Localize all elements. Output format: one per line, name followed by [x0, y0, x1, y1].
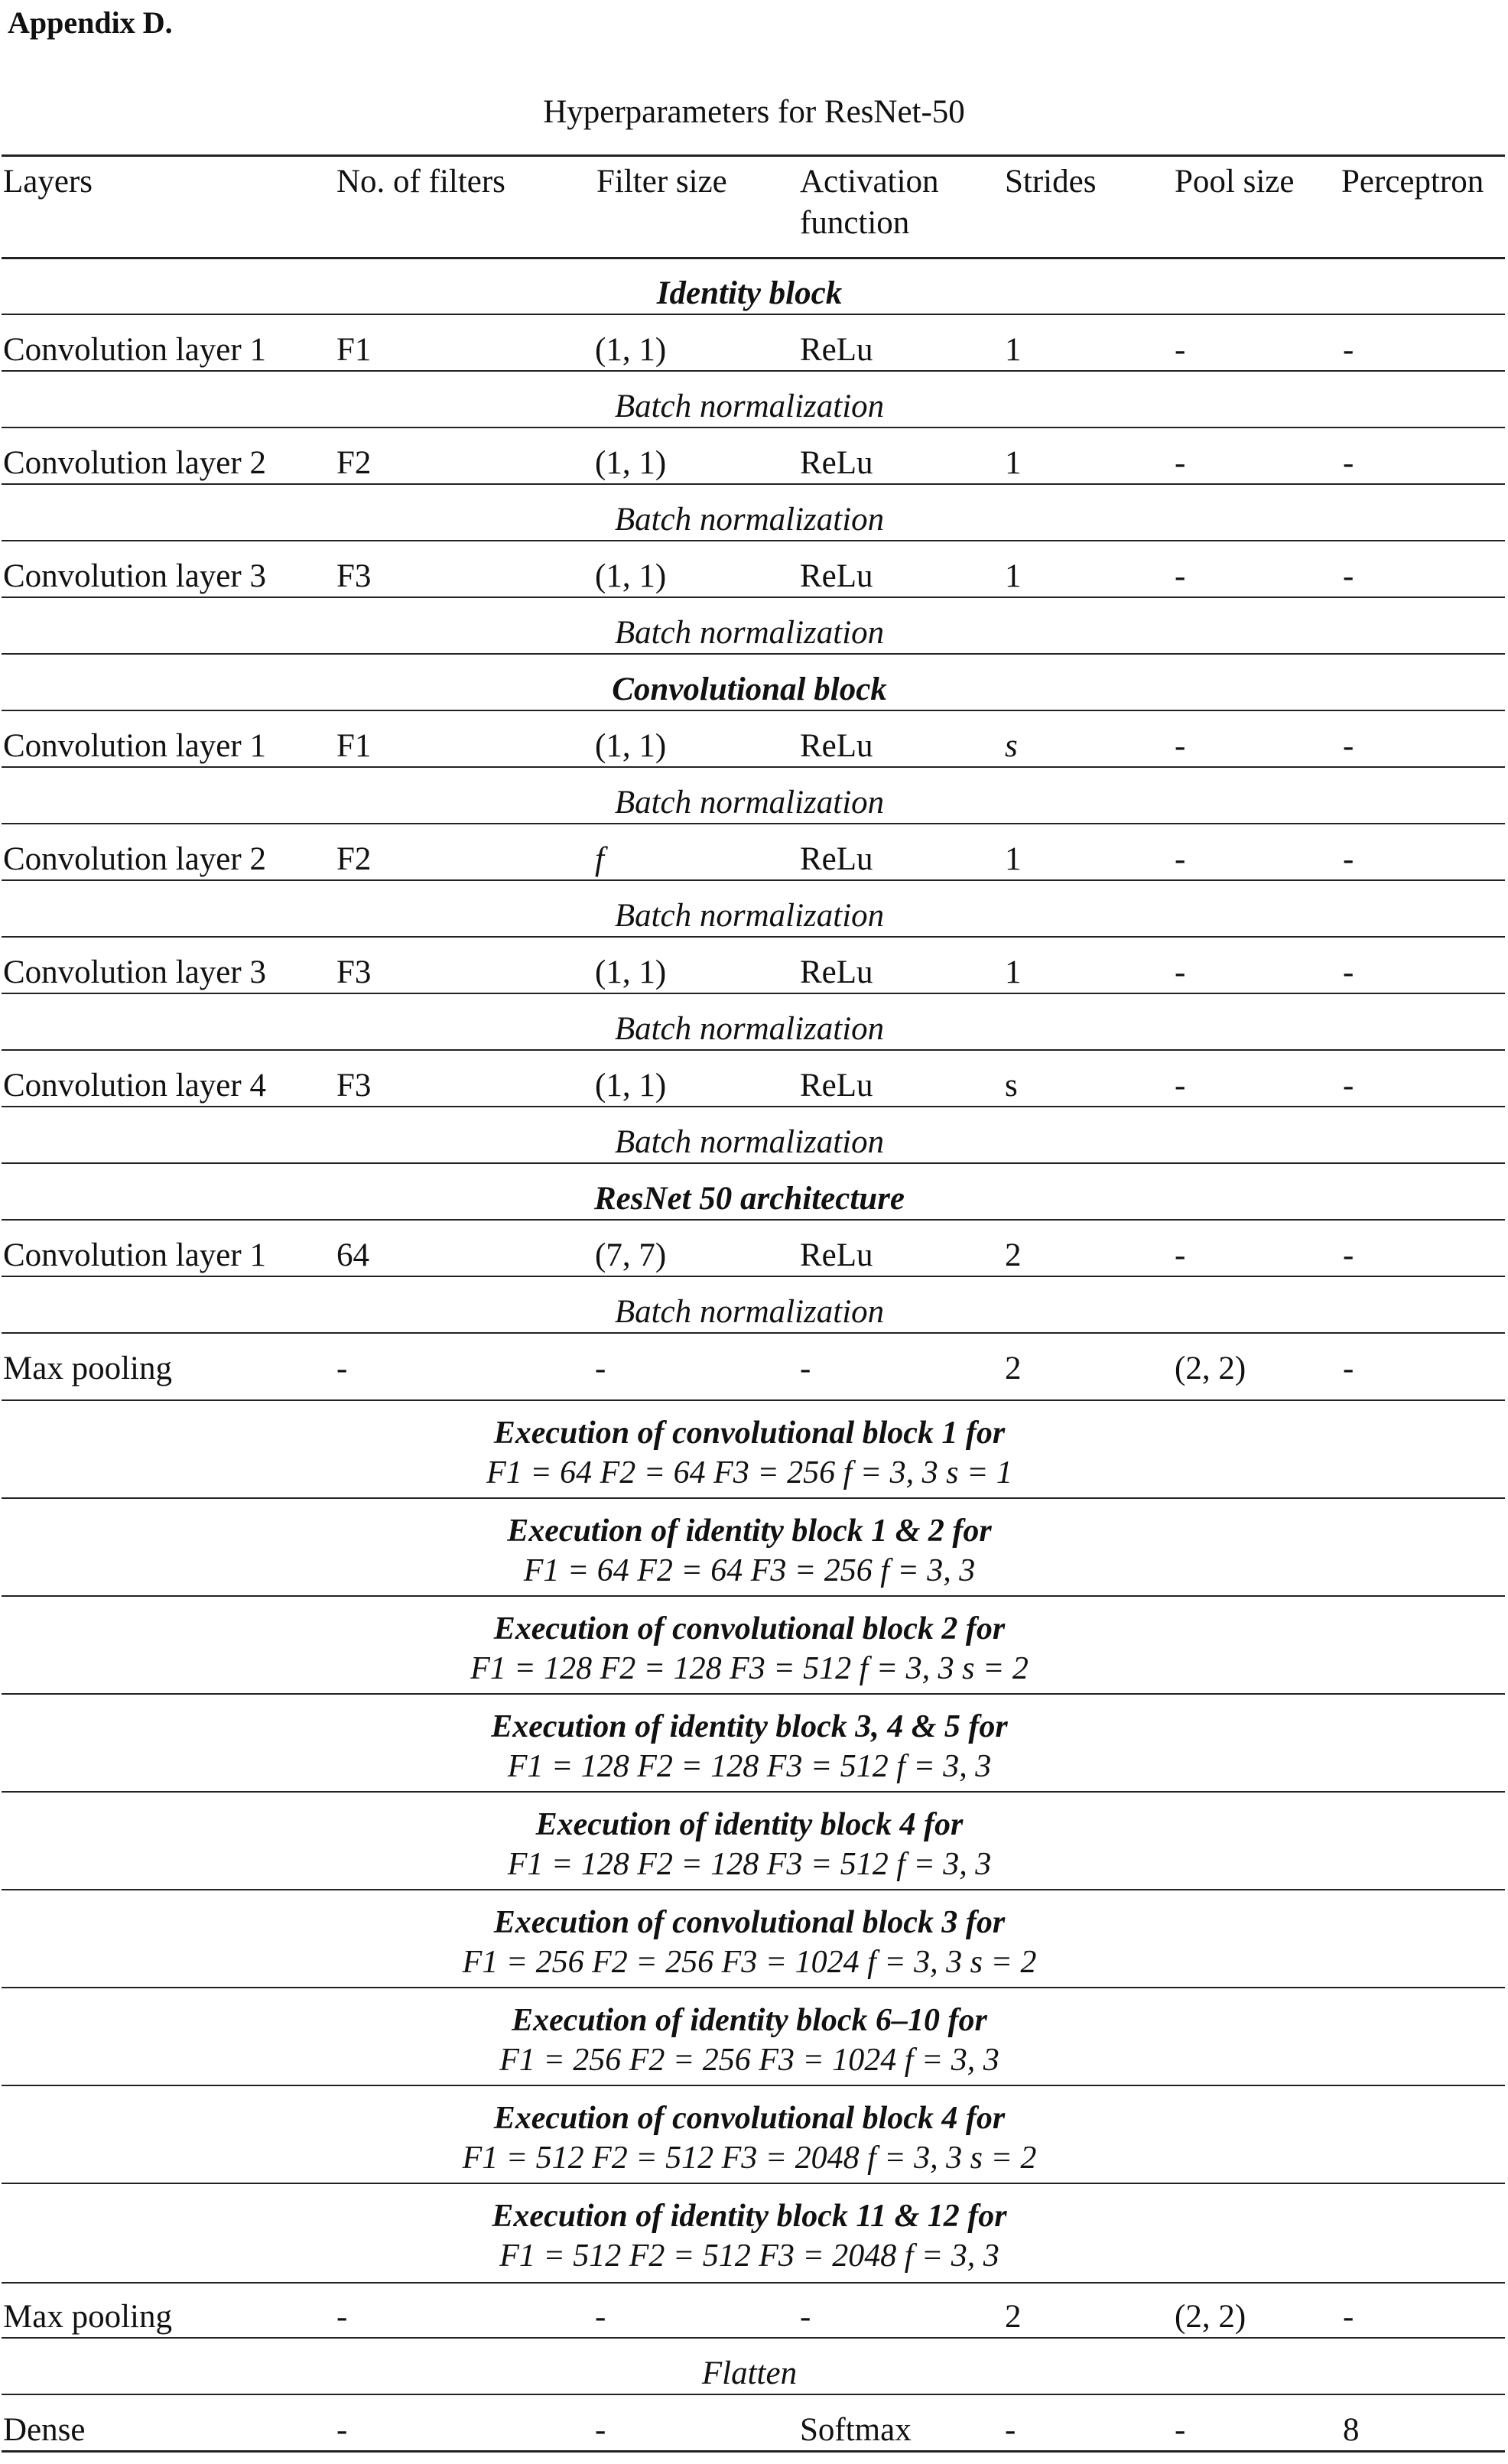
row-rule: [2, 1595, 1505, 1597]
row-rule: [2, 2183, 1505, 2184]
cell-strides: s: [1005, 728, 1018, 764]
execution-params: F1 = 64 F2 = 64 F3 = 256 f = 3, 3 s = 1: [486, 1455, 1012, 1490]
header-pool-size: Pool size: [1175, 164, 1295, 200]
cell-perceptron: -: [1343, 1068, 1354, 1104]
batch-normalization-row: Batch normalization: [614, 785, 885, 821]
header-layers: Layers: [3, 164, 93, 200]
batch-normalization-row: Batch normalization: [614, 1294, 885, 1330]
cell-layer: Convolution layer 2: [3, 445, 266, 481]
row-rule: [2, 427, 1505, 428]
cell-strides: 2: [1005, 2299, 1022, 2335]
cell-perceptron: -: [1343, 2299, 1354, 2335]
cell-filter-size: (1, 1): [595, 1068, 667, 1104]
header-activation-line1: Activation: [800, 164, 939, 200]
execution-params: F1 = 512 F2 = 512 F3 = 2048 f = 3, 3: [499, 2238, 999, 2274]
row-rule: [2, 1332, 1505, 1334]
cell-pool-size: -: [1175, 1068, 1186, 1104]
batch-normalization-row: Batch normalization: [614, 1124, 885, 1160]
cell-activation: ReLu: [800, 841, 873, 877]
cell-filter-size: f: [595, 841, 604, 877]
cell-layer: Convolution layer 3: [3, 954, 266, 990]
execution-params: F1 = 256 F2 = 256 F3 = 1024 f = 3, 3: [499, 2043, 999, 2078]
batch-normalization-row: Batch normalization: [614, 898, 885, 934]
cell-filters: F1: [336, 728, 372, 764]
cell-filter-size: -: [595, 2412, 606, 2448]
execution-title: Execution of identity block 6–10 for: [512, 2003, 987, 2038]
header-bottom-rule: [2, 257, 1505, 259]
cell-pool-size: -: [1175, 728, 1186, 764]
flatten-row: Flatten: [701, 2355, 798, 2391]
header-activation-line2: function: [800, 205, 910, 241]
cell-layer: Dense: [3, 2412, 86, 2448]
cell-filter-size: (1, 1): [595, 728, 667, 764]
row-rule: [2, 1889, 1505, 1890]
row-rule: [2, 596, 1505, 598]
row-rule: [2, 370, 1505, 372]
row-rule: [2, 1219, 1505, 1221]
section-convolutional-block: Convolutional block: [612, 671, 887, 707]
cell-filters: F2: [336, 445, 372, 481]
cell-filters: -: [336, 2412, 348, 2448]
header-filter-size: Filter size: [596, 164, 727, 200]
row-rule: [2, 2337, 1505, 2339]
execution-title: Execution of identity block 4 for: [535, 1807, 964, 1842]
row-rule: [2, 936, 1505, 938]
cell-filter-size: -: [595, 2299, 606, 2335]
cell-strides: 1: [1005, 445, 1022, 481]
cell-strides: 1: [1005, 558, 1022, 594]
cell-activation: ReLu: [800, 558, 873, 594]
cell-activation: Softmax: [800, 2412, 912, 2448]
execution-title: Execution of convolutional block 1 for: [493, 1416, 1006, 1451]
cell-pool-size: -: [1175, 2412, 1186, 2448]
row-rule: [2, 1987, 1505, 1988]
cell-perceptron: -: [1343, 841, 1354, 877]
execution-block: [0, 1413, 1499, 1493]
cell-activation: -: [800, 1351, 811, 1386]
cell-perceptron: -: [1343, 1237, 1354, 1273]
table-caption: Hyperparameters for ResNet-50: [543, 94, 965, 130]
cell-filter-size: -: [595, 1351, 606, 1386]
cell-filter-size: (7, 7): [595, 1237, 667, 1273]
cell-pool-size: -: [1175, 1237, 1186, 1273]
row-rule: [2, 1162, 1505, 1164]
cell-pool-size: -: [1175, 332, 1186, 368]
cell-filter-size: (1, 1): [595, 954, 667, 990]
execution-params: F1 = 512 F2 = 512 F3 = 2048 f = 3, 3 s = 2: [462, 2141, 1037, 2176]
row-rule: [2, 1791, 1505, 1793]
cell-strides: s: [1005, 1068, 1018, 1104]
cell-layer: Convolution layer 4: [3, 1068, 266, 1104]
cell-filters: -: [336, 1351, 348, 1386]
execution-params: F1 = 64 F2 = 64 F3 = 256 f = 3, 3: [523, 1553, 976, 1588]
table-bottom-rule: [2, 2450, 1505, 2453]
cell-pool-size: -: [1175, 841, 1186, 877]
cell-activation: ReLu: [800, 954, 873, 990]
execution-title: Execution of convolutional block 3 for: [493, 1905, 1006, 1940]
cell-strides: 2: [1005, 1351, 1022, 1386]
cell-activation: ReLu: [800, 1237, 873, 1273]
row-rule: [2, 483, 1505, 485]
header-filters: No. of filters: [336, 164, 505, 200]
row-rule: [2, 314, 1505, 315]
execution-block: [0, 1903, 1499, 1982]
cell-activation: ReLu: [800, 332, 873, 368]
cell-filters: F3: [336, 558, 372, 594]
cell-layer: Convolution layer 2: [3, 841, 266, 877]
row-rule: [2, 823, 1505, 824]
row-rule: [2, 1497, 1505, 1499]
execution-params: F1 = 128 F2 = 128 F3 = 512 f = 3, 3 s = 2: [470, 1651, 1029, 1686]
row-rule: [2, 540, 1505, 541]
cell-pool-size: -: [1175, 558, 1186, 594]
execution-block: [0, 2001, 1499, 2080]
execution-block: [0, 1609, 1499, 1689]
cell-filters: F1: [336, 332, 372, 368]
row-rule: [2, 653, 1505, 655]
execution-title: Execution of convolutional block 2 for: [493, 1611, 1006, 1646]
cell-activation: ReLu: [800, 445, 873, 481]
execution-block: [0, 1805, 1499, 1884]
row-rule: [2, 2394, 1505, 2395]
cell-strides: 2: [1005, 1237, 1022, 1273]
cell-strides: 1: [1005, 841, 1022, 877]
row-rule: [2, 710, 1505, 711]
appendix-label: Appendix D.: [8, 5, 173, 40]
row-rule: [2, 1693, 1505, 1695]
cell-pool-size: (2, 2): [1175, 1351, 1246, 1386]
row-rule: [2, 766, 1505, 768]
cell-filters: -: [336, 2299, 348, 2335]
execution-title: Execution of convolutional block 4 for: [493, 2101, 1006, 2136]
cell-layer: Convolution layer 1: [3, 332, 266, 368]
row-rule: [2, 1106, 1505, 1107]
batch-normalization-row: Batch normalization: [614, 615, 885, 651]
row-rule: [2, 2282, 1505, 2284]
cell-filter-size: (1, 1): [595, 445, 667, 481]
execution-block: [0, 2098, 1499, 2178]
table-top-rule: [2, 154, 1505, 157]
cell-layer: Max pooling: [3, 1351, 172, 1386]
cell-pool-size: -: [1175, 445, 1186, 481]
cell-activation: ReLu: [800, 1068, 873, 1104]
cell-perceptron: -: [1343, 1351, 1354, 1386]
execution-params: F1 = 128 F2 = 128 F3 = 512 f = 3, 3: [507, 1847, 992, 1882]
batch-normalization-row: Batch normalization: [614, 502, 885, 538]
execution-block: [0, 2196, 1499, 2276]
cell-perceptron: -: [1343, 558, 1354, 594]
batch-normalization-row: Batch normalization: [614, 1011, 885, 1047]
execution-block: [0, 1707, 1499, 1786]
batch-normalization-row: Batch normalization: [614, 388, 885, 424]
cell-perceptron: -: [1343, 954, 1354, 990]
execution-title: Execution of identity block 11 & 12 for: [492, 2199, 1007, 2234]
header-perceptron: Perceptron: [1341, 164, 1484, 200]
cell-layer: Max pooling: [3, 2299, 172, 2335]
cell-perceptron: 8: [1343, 2412, 1360, 2448]
section-resnet-architecture: ResNet 50 architecture: [593, 1181, 905, 1217]
cell-strides: 1: [1005, 954, 1022, 990]
cell-pool-size: (2, 2): [1175, 2299, 1246, 2335]
execution-params: F1 = 128 F2 = 128 F3 = 512 f = 3, 3: [507, 1749, 992, 1784]
section-identity-block: Identity block: [656, 275, 843, 311]
cell-strides: -: [1005, 2412, 1016, 2448]
row-rule: [2, 1399, 1505, 1401]
cell-filter-size: (1, 1): [595, 558, 667, 594]
header-activation: [800, 161, 939, 244]
cell-filters: F3: [336, 1068, 372, 1104]
cell-strides: 1: [1005, 332, 1022, 368]
row-rule: [2, 1049, 1505, 1051]
header-strides: Strides: [1005, 164, 1097, 200]
execution-block: [0, 1511, 1499, 1591]
execution-title: Execution of identity block 1 & 2 for: [507, 1513, 992, 1549]
row-rule: [2, 2085, 1505, 2086]
cell-filters: 64: [336, 1237, 369, 1273]
cell-activation: ReLu: [800, 728, 873, 764]
cell-layer: Convolution layer 1: [3, 728, 266, 764]
execution-title: Execution of identity block 3, 4 & 5 for: [491, 1709, 1008, 1744]
row-rule: [2, 879, 1505, 881]
cell-perceptron: -: [1343, 728, 1354, 764]
row-rule: [2, 1276, 1505, 1277]
cell-activation: -: [800, 2299, 811, 2335]
cell-perceptron: -: [1343, 332, 1354, 368]
cell-layer: Convolution layer 3: [3, 558, 266, 594]
cell-perceptron: -: [1343, 445, 1354, 481]
cell-layer: Convolution layer 1: [3, 1237, 266, 1273]
cell-filters: F3: [336, 954, 372, 990]
cell-filters: F2: [336, 841, 372, 877]
row-rule: [2, 993, 1505, 994]
execution-params: F1 = 256 F2 = 256 F3 = 1024 f = 3, 3 s = 2: [462, 1945, 1037, 1980]
cell-filter-size: (1, 1): [595, 332, 667, 368]
cell-pool-size: -: [1175, 954, 1186, 990]
